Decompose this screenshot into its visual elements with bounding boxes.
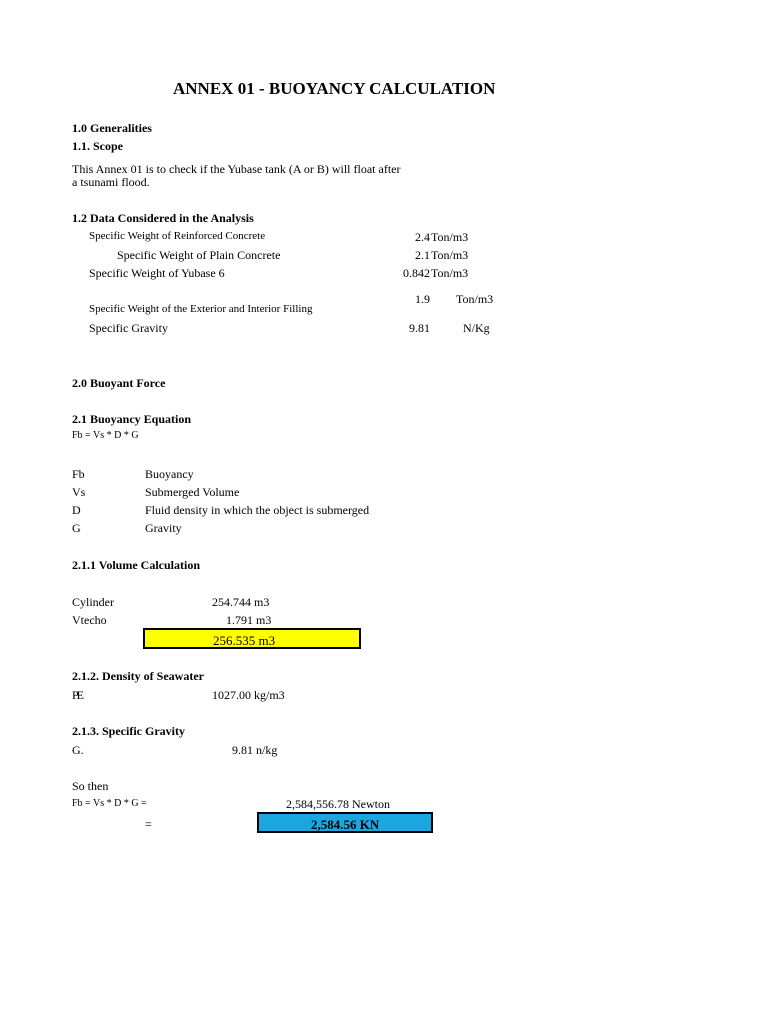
buoyancy-equation: Fb = Vs * D * G [72,430,139,441]
result-newton-value: 2,584,556.78 Newton [286,797,390,811]
density-symbol: ΡΕ [72,688,83,702]
section-heading-volume: 2.1.1 Volume Calculation [72,558,201,572]
section-heading-specific-gravity: 2.1.3. Specific Gravity [72,724,185,738]
definition-symbol: G [72,521,81,535]
data-label-specific-gravity: Specific Gravity [89,321,168,335]
definition-symbol: Vs [72,485,86,499]
definition-meaning: Fluid density in which the object is submerged [145,503,370,517]
result-equation: Fb = Vs * D * G = [72,798,147,809]
data-unit-plain-concrete: Ton/m3 [431,248,469,262]
section-heading-buoyancy-equation: 2.1 Buoyancy Equation [72,412,192,426]
gravity-symbol: G. [72,743,84,757]
data-label-reinforced-concrete: Specific Weight of Reinforced Concrete [89,230,266,242]
data-unit-reinforced-concrete: Ton/m3 [431,230,469,244]
so-then-label: So then [72,779,109,793]
data-value-yubase: 0.842 [403,266,430,280]
volume-label-cylinder: Cylinder [72,595,114,609]
volume-value-cylinder: 254.744 m3 [212,595,270,609]
volume-label-vtecho: Vtecho [72,613,107,627]
data-unit-filling: Ton/m3 [456,292,494,306]
data-value-specific-gravity: 9.81 [409,321,430,335]
volume-total-cell [143,628,361,649]
volume-value-vtecho: 1.791 m3 [226,613,272,627]
data-value-plain-concrete: 2.1 [415,248,430,262]
data-label-plain-concrete: Specific Weight of Plain Concrete [117,248,281,262]
definition-meaning: Submerged Volume [145,485,240,499]
volume-total-value: 256.535 m3 [213,633,276,648]
definition-meaning: Buoyancy [145,467,194,481]
result-equals-sign: = [145,817,152,831]
section-heading-density: 2.1.2. Density of Seawater [72,669,204,683]
definition-symbol: D [72,503,81,517]
scope-text-line2: a tsunami flood. [72,175,150,189]
section-heading-generalities: 1.0 Generalities [72,121,152,135]
section-heading-buoyant-force: 2.0 Buoyant Force [72,376,166,390]
section-heading-scope: 1.1. Scope [72,139,123,153]
result-kn-cell [257,812,433,833]
data-value-filling: 1.9 [415,292,430,306]
section-heading-data-considered: 1.2 Data Considered in the Analysis [72,211,254,225]
definition-symbol: Fb [72,467,85,481]
gravity-value: 9.81 n/kg [232,743,278,757]
page-title: ANNEX 01 - BUOYANCY CALCULATION [173,79,496,98]
data-label-yubase: Specific Weight of Yubase 6 [89,266,225,280]
data-unit-specific-gravity: N/Kg [463,321,490,335]
data-label-filling: Specific Weight of the Exterior and Interior Filling [89,303,313,315]
data-value-reinforced-concrete: 2.4 [415,230,430,244]
density-value: 1027.00 kg/m3 [212,688,285,702]
definition-meaning: Gravity [145,521,182,535]
result-kn-value: 2,584.56 KN [311,817,380,832]
scope-text-line1: This Annex 01 is to check if the Yubase tank (A or B) will float after [72,162,401,176]
data-unit-yubase: Ton/m3 [431,266,469,280]
